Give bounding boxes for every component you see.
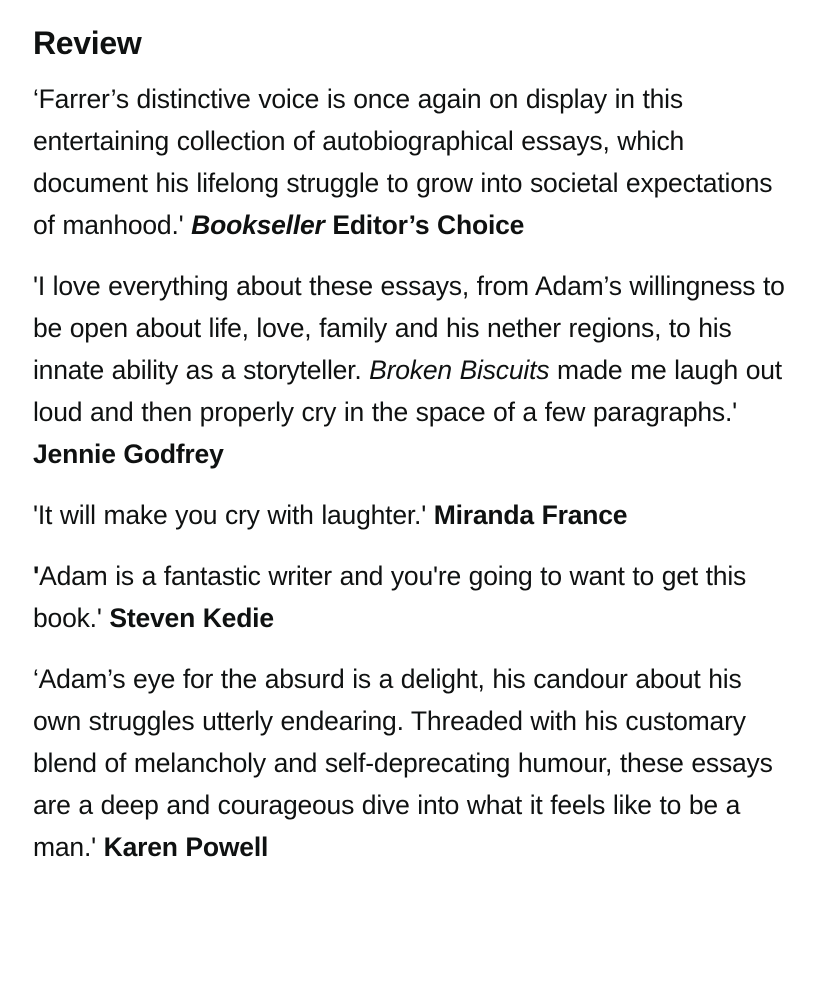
text-run-normal: 'I love everything about these essays, from Adam’s willingness to be open about life, love, family and his nether regions, to his innate ability as a storyteller.: [33, 271, 785, 386]
text-run-normal: 'It will make you cry with laughter.': [33, 500, 434, 531]
review-paragraph-list: [33, 78, 787, 868]
text-run-italic: Broken Biscuits: [369, 355, 550, 386]
review-paragraph: [33, 265, 787, 475]
text-run-normal: ‘Farrer’s distinctive voice is once again on display in this entertaining collection of autobiographical essays, which document his lifelong struggle to grow into societal expectations of manhood.': [33, 84, 773, 241]
review-paragraph: [33, 658, 787, 868]
text-run-bold: Editor’s Choice: [332, 210, 525, 241]
text-run-bold: Miranda France: [433, 500, 628, 531]
text-run-normal: made me laugh out loud and then properly cry in the space of a few paragraphs.': [33, 355, 782, 428]
text-run-bold-italic: Bookseller: [191, 210, 325, 241]
text-run-bold: Steven Kedie: [109, 603, 274, 634]
text-run-bold: ': [33, 561, 40, 592]
review-section-title: Review: [33, 25, 142, 61]
text-run-normal: Adam is a fantastic writer and you're going to want to get this book.': [33, 561, 747, 634]
text-run-normal: ‘Adam’s eye for the absurd is a delight, his candour about his own struggles utterly endearing. Threaded with his customary blend of melancholy and self-deprecating humour, these essays are a deep and courageous dive into what it feels like to be a man.': [33, 664, 773, 863]
review-paragraph: [33, 555, 787, 639]
review-paragraph: [33, 78, 787, 246]
review-paragraph: [33, 494, 787, 536]
text-run-bold: Jennie Godfrey: [33, 439, 224, 470]
text-run-bold: Karen Powell: [103, 832, 269, 863]
